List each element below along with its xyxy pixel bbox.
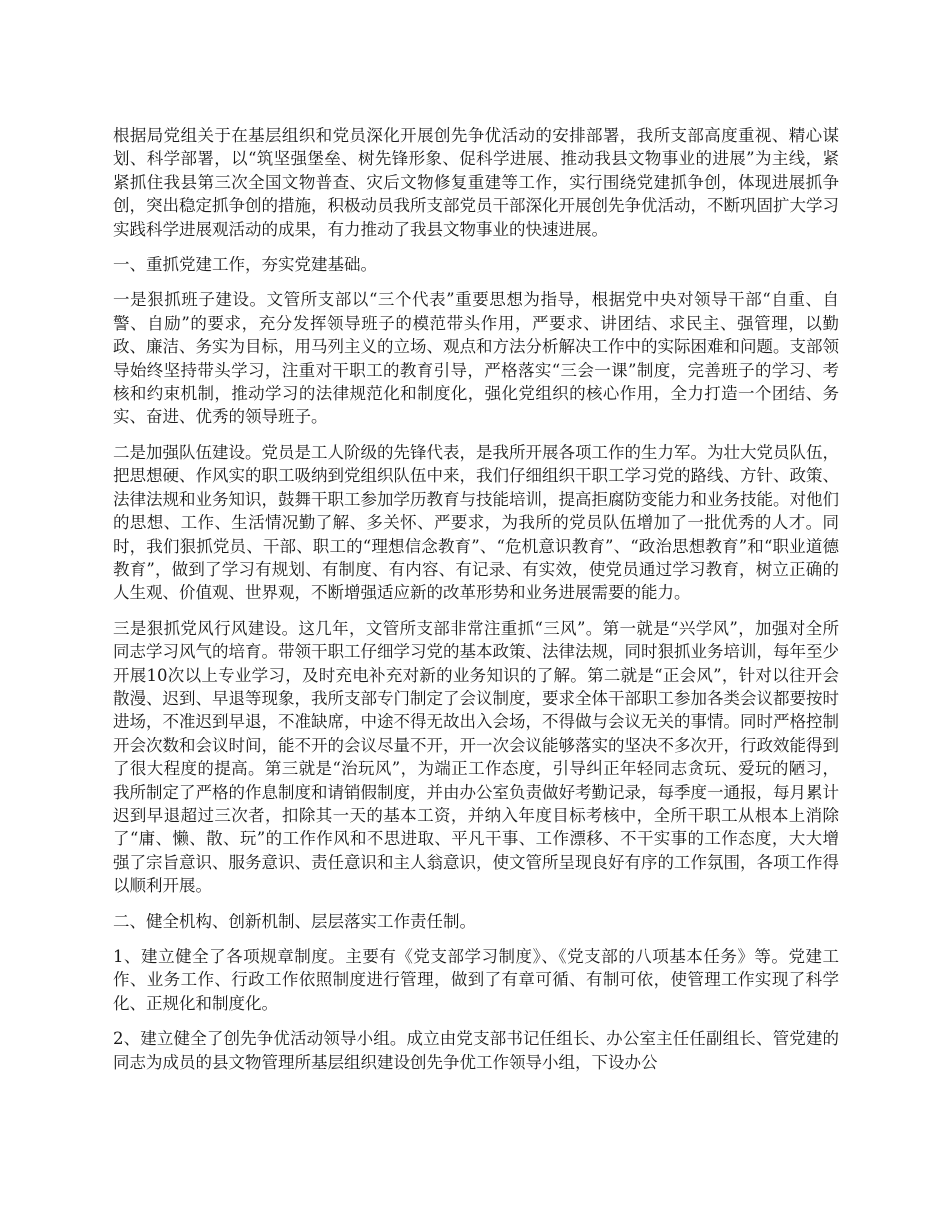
section-heading-2: 二、健全机构、创新机制、层层落实工作责任制。 — [113, 911, 476, 931]
paragraph-intro: 根据局党组关于在基层组织和党员深化开展创先争优活动的安排部署，我所支部高度重视、精心谋划、科学部署，以“筑坚强堡垒、树先锋形象、促科学进展、推动我县文物事业的进展”为主线，紧紧抓住我县第三次全国文物普查、灾后文物修复重建等工作，实行围绕党建抓争创，体现进展抓争创，突出稳定抓争创的措施，积极动员我所支部党员干部深化开展创先争优活动，不断巩固扩大学习实践科学进展观活动的成果，有力推动了我县文物事业的快速进展。 — [113, 126, 839, 239]
section-heading-1: 一、重抓党建工作，夯实党建基础。 — [113, 255, 377, 275]
document-body — [113, 124, 839, 1086]
paragraph-rules: 1、建立健全了各项规章制度。主要有《党支部学习制度》、《党支部的八项基本任务》等。党建工作、业务工作、行政工作依照制度进行管理，做到了有章可循、有制可依，使管理工作实现了科学化、正规化和制度化。 — [113, 947, 839, 1013]
paragraph-work-style: 三是狠抓党风行风建设。这几年，文管所支部非常注重抓“三风”。第一就是“兴学风”，加强对全所同志学习风气的培育。带领干职工仔细学习党的基本政策、法律法规，同时狠抓业务培训，每年至少开展10次以上专业学习，及时充电补充对新的业务知识的了解。第二就是“正会风”，针对以往开会散漫、迟到、早退等现象，我所支部专门制定了会议制度，要求全体干部职工参加各类会议都要按时进场，不准迟到早退，不准缺席，中途不得无故出入会场，不得做与会议无关的事情。同时严格控制开会次数和会议时间，能不开的会议尽量不开，开一次会议能够落实的坚决不多次开，行政效能得到了很大程度的提高。第三就是“治玩风”，为端正工作态度，引导纠正年轻同志贪玩、爱玩的陋习，我所制定了严格的作息制度和请销假制度，并由办公室负责做好考勤记录，每季度一通报，每月累计迟到早退超过三次者，扣除其一天的基本工资，并纳入年度目标考核中，全所干职工从根本上消除了“庸、懒、散、玩”的工作作风和不思进取、平凡干事、工作漂移、不干实事的工作态度，大大增强了宗旨意识、服务意识、责任意识和主人翁意识，使文管所呈现良好有序的工作氛围，各项工作得以顺利开展。 — [113, 618, 839, 896]
paragraph-leading-group: 2、建立健全了创先争优活动领导小组。成立由党支部书记任组长、办公室主任任副组长、管党建的同志为成员的县文物管理所基层组织建设创先争优工作领导小组，下设办公 — [113, 1029, 839, 1072]
paragraph-staff-building: 二是加强队伍建设。党员是工人阶级的先锋代表，是我所开展各项工作的生力军。为壮大党员队伍，把思想硬、作风实的职工吸纳到党组织队伍中来，我们仔细组织干职工学习党的路线、方针、政策、法律法规和业务知识，鼓舞干职工参加学历教育与技能培训，提高拒腐防变能力和业务技能。对他们的思想、工作、生活情况勤了解、多关怀、严要求，为我所的党员队伍增加了一批优秀的人才。同时，我们狠抓党员、干部、职工的“理想信念教育”、“危机意识教育”、“政治思想教育”和“职业道德教育”，做到了学习有规划、有制度、有内容、有记录、有实效，使党员通过学习教育，树立正确的人生观、价值观、世界观，不断增强适应新的改革形势和业务进展需要的能力。 — [113, 442, 839, 603]
paragraph-team-building: 一是狠抓班子建设。文管所支部以“三个代表”重要思想为指导，根据党中央对领导干部“自重、自警、自励”的要求，充分发挥领导班子的模范带头作用，严要求、讲团结、求民主、强管理，以勤政、廉洁、务实为目标，用马列主义的立场、观点和方法分析解决工作中的实际困难和问题。支部领导始终坚持带头学习，注重对干职工的教育引导，严格落实“三会一课”制度，完善班子的学习、考核和约束机制，推动学习的法律规范化和制度化，强化党组织的核心作用，全力打造一个团结、务实、奋进、优秀的领导班子。 — [113, 290, 839, 427]
